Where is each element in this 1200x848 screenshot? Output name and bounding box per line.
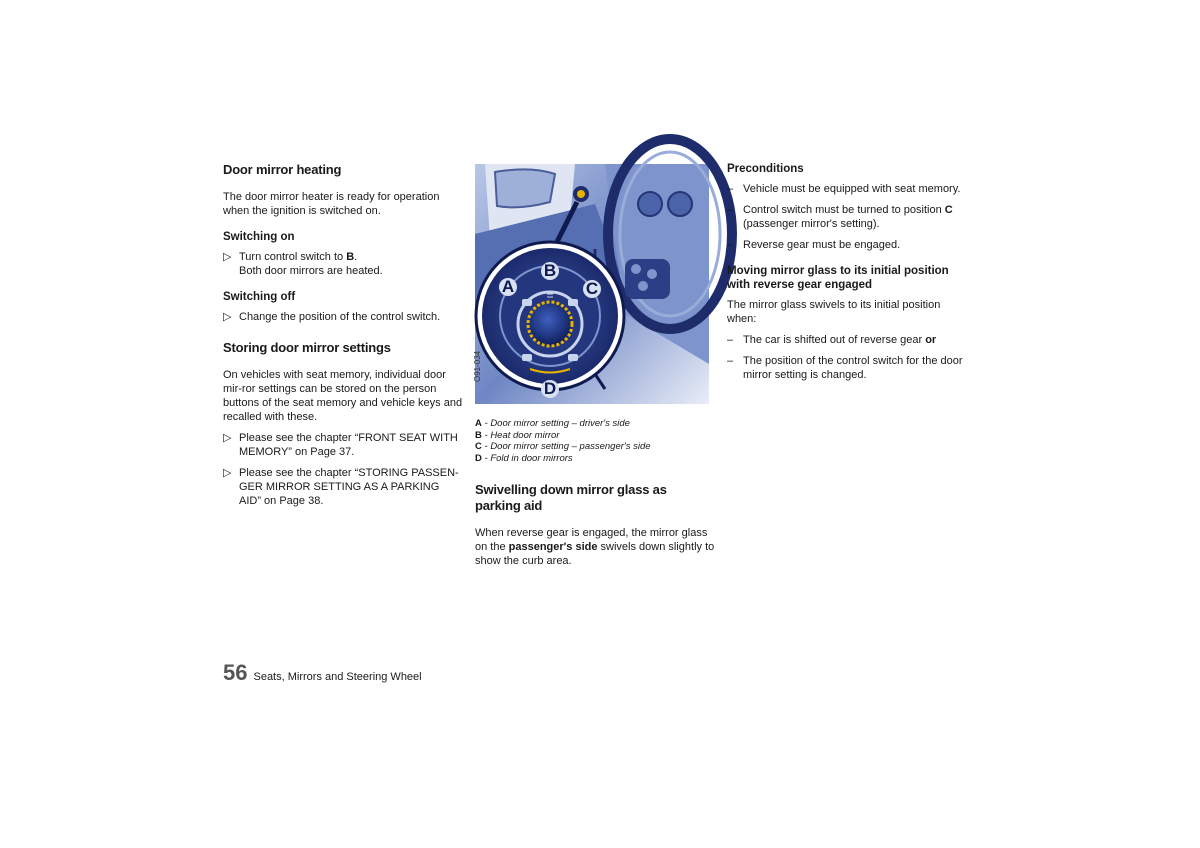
precondition-item: – Control switch must be turned to position C (passenger mirror's setting). xyxy=(727,204,953,230)
switching-on-step: ▷ Turn control switch to B. Both door mirrors are heated. xyxy=(223,251,383,277)
figure-label-a: A xyxy=(499,278,517,296)
caption-d: D - Fold in door mirrors xyxy=(475,453,573,465)
precondition-item: – Reverse gear must be engaged. xyxy=(727,239,901,251)
figure-label-b: B xyxy=(541,262,559,280)
precondition-item: – Vehicle must be equipped with seat memory. xyxy=(727,183,961,195)
column-middle xyxy=(475,164,715,568)
moving-condition-item: – The car is shifted out of reverse gear or xyxy=(727,334,937,346)
caption-c: C - Door mirror setting – passenger's side xyxy=(475,441,651,453)
caption-b: B - Heat door mirror xyxy=(475,429,560,441)
bullet-arrow-icon: ▷ xyxy=(223,432,232,444)
heading-storing-settings: Storing door mirror settings xyxy=(223,340,391,355)
column-right xyxy=(727,162,967,382)
moving-condition-item: – The position of the control switch for the door mirror setting is changed. xyxy=(727,355,963,381)
reference-parking-aid: ▷ Please see the chapter “STORING PASSEN-GER MIRROR SETTING AS A PARKING AID” on Page 38. xyxy=(223,467,459,507)
page-footer xyxy=(223,660,422,686)
storing-intro: On vehicles with seat memory, individual door mir-ror settings can be stored on the person buttons of the seat memory and vehicle keys and recalled with these. xyxy=(223,369,463,423)
bullet-arrow-icon: ▷ xyxy=(223,311,232,323)
heading-swivelling: Swivelling down mirror glass as parking aid xyxy=(475,481,667,513)
figure-captions xyxy=(475,418,715,465)
figure-label-d: D xyxy=(541,380,559,398)
column-left xyxy=(223,162,463,508)
heating-intro: The door mirror heater is ready for operation when the ignition is switched on. xyxy=(223,191,440,217)
preconditions-title: Preconditions xyxy=(727,163,804,175)
mirror-switch-illustration xyxy=(475,164,709,404)
swivelling-text: When reverse gear is engaged, the mirror glass on the passenger's side swivels down slightly to show the curb area. xyxy=(475,526,715,567)
figure-label-c: C xyxy=(583,280,601,298)
switching-off-step: ▷ Change the position of the control switch. xyxy=(223,311,441,323)
bullet-arrow-icon: ▷ xyxy=(223,251,232,263)
heading-door-mirror-heating: Door mirror heating xyxy=(223,162,342,177)
figure-code: O91-034 xyxy=(473,350,482,382)
bullet-arrow-icon: ▷ xyxy=(223,467,232,479)
moving-glass-title: Moving mirror glass to its initial position with reverse gear engaged xyxy=(727,265,949,291)
switching-on-title: Switching on xyxy=(223,231,295,243)
moving-glass-intro: The mirror glass swivels to its initial position when: xyxy=(727,299,941,325)
caption-a: A - Door mirror setting – driver's side xyxy=(475,418,630,429)
switching-off-title: Switching off xyxy=(223,291,296,303)
reference-front-seat: ▷ Please see the chapter “FRONT SEAT WITH MEMORY” on Page 37. xyxy=(223,432,458,458)
page-number: 56 xyxy=(223,660,248,685)
chapter-title: Seats, Mirrors and Steering Wheel xyxy=(253,671,422,683)
